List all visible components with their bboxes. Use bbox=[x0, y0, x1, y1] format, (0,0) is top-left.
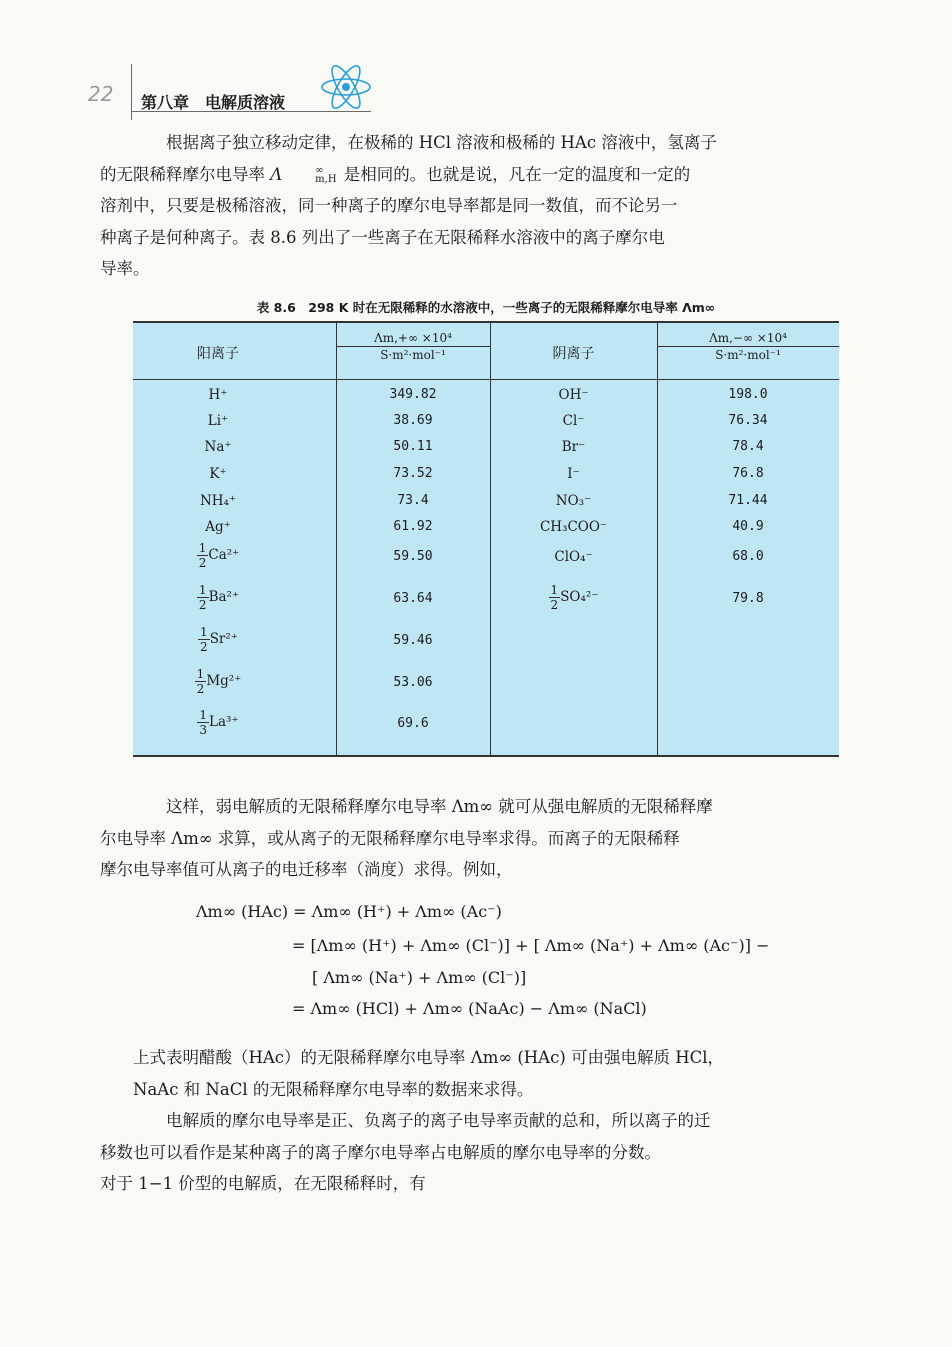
header-anion: 阴离子 bbox=[552, 346, 595, 362]
cation-cell: $\frac{1}{2}$ Mg²⁺ bbox=[196, 667, 242, 696]
header-cation-value-denominator: S·m²·mol⁻¹ bbox=[380, 348, 446, 362]
cation-cell: $\frac{1}{3}$ La³⁺ bbox=[199, 708, 239, 737]
para2-line-3: 摩尔电导率值可从离子的电迁移率（淌度）求得。例如， bbox=[100, 860, 513, 879]
cation-cell: Na⁺ bbox=[204, 439, 232, 455]
ion-conductivity-table bbox=[133, 321, 839, 757]
intro-paragraph bbox=[100, 127, 839, 285]
header-anion-value-denominator: S·m²·mol⁻¹ bbox=[715, 348, 781, 362]
intro-line-3: 溶剂中，只要是极稀溶液，同一种离子的摩尔电导率都是同一数值，而不论另一 bbox=[100, 196, 678, 215]
para4-line-3: 对于 1−1 价型的电解质，在无限稀释时，有 bbox=[100, 1174, 426, 1193]
fraction-coefficient: $\frac{1}{2}$ bbox=[550, 583, 559, 612]
cation-value-cell: 73.4 bbox=[397, 493, 429, 508]
cation-value-cell: 63.64 bbox=[393, 591, 433, 606]
fraction-coefficient: $\frac{1}{2}$ bbox=[196, 667, 205, 696]
cation-value-cell: 73.52 bbox=[393, 466, 433, 481]
lambda-subsup: ∞ m,H bbox=[315, 165, 337, 185]
paragraph-3 bbox=[133, 1042, 839, 1105]
intro-line-4: 种离子是何种离子。表 8.6 列出了一些离子在无限稀释水溶液中的离子摩尔电 bbox=[100, 227, 665, 247]
anion-cell: CH₃COO⁻ bbox=[539, 519, 608, 535]
cation-cell: K⁺ bbox=[209, 466, 227, 482]
header-divider bbox=[133, 379, 839, 380]
anion-value-cell: 78.4 bbox=[732, 439, 764, 454]
para4-line-1: 电解质的摩尔电导率是正、负离子的离子电导率贡献的总和，所以离子的迁 bbox=[166, 1111, 711, 1130]
cation-cell: $\frac{1}{2}$ Ba²⁺ bbox=[198, 583, 240, 612]
anion-cell: ClO₄⁻ bbox=[554, 549, 593, 565]
anion-value-cell: 71.44 bbox=[728, 493, 768, 508]
cation-value-cell: 53.06 bbox=[393, 675, 433, 690]
anion-cell: Br⁻ bbox=[561, 439, 586, 455]
cation-cell: Ag⁺ bbox=[205, 519, 231, 535]
anion-value-cell: 198.0 bbox=[728, 387, 768, 402]
anion-cell: $\frac{1}{2}$ SO₄²⁻ bbox=[550, 583, 599, 612]
intro-line-5: 导率。 bbox=[100, 259, 150, 278]
equation-line-1: Λm∞ (HAc) = Λm∞ (H⁺) + Λm∞ (Ac⁻) bbox=[196, 902, 502, 921]
para2-line-1: 这样，弱电解质的无限稀释摩尔电导率 Λm∞ 就可从强电解质的无限稀释摩 bbox=[166, 797, 713, 816]
para3-line-2: NaAc 和 NaCl 的无限稀释摩尔电导率的数据来求得。 bbox=[133, 1079, 534, 1099]
cation-cell: $\frac{1}{2}$ Ca²⁺ bbox=[198, 541, 240, 570]
cation-cell: $\frac{1}{2}$ Sr²⁺ bbox=[200, 625, 238, 654]
header-anion-value-numerator: Λm,−∞ ×10⁴ bbox=[657, 331, 839, 347]
anion-value-cell: 68.0 bbox=[732, 549, 764, 564]
table-caption: 表 8.6 298 K 时在无限稀释的水溶液中，一些离子的无限稀释摩尔电导率 Λm∞ bbox=[256, 300, 716, 315]
anion-value-cell: 79.8 bbox=[732, 591, 764, 606]
cation-value-cell: 349.82 bbox=[389, 387, 437, 402]
anion-cell: OH⁻ bbox=[558, 387, 589, 403]
anion-cell: NO₃⁻ bbox=[555, 493, 592, 509]
equation-line-3: [ Λm∞ (Na⁺) + Λm∞ (Cl⁻)] bbox=[312, 968, 527, 987]
chapter-title: 第八章 电解质溶液 bbox=[141, 93, 286, 112]
anion-cell: Cl⁻ bbox=[562, 413, 585, 429]
equation-line-2: = [Λm∞ (H⁺) + Λm∞ (Cl⁻)] + [ Λm∞ (Na⁺) + Λm∞ (Ac⁻)] − bbox=[292, 936, 770, 955]
cation-cell: Li⁺ bbox=[207, 413, 229, 429]
intro-line-2a: 的无限稀释摩尔电导率 bbox=[100, 164, 271, 184]
fraction-coefficient: $\frac{1}{2}$ bbox=[198, 541, 207, 570]
paragraph-4 bbox=[100, 1105, 839, 1200]
anion-value-cell: 76.8 bbox=[732, 466, 764, 481]
paragraph-2 bbox=[100, 791, 839, 886]
cation-value-cell: 61.92 bbox=[393, 519, 433, 534]
cation-cell: H⁺ bbox=[208, 387, 228, 403]
header-anion-value bbox=[657, 331, 839, 362]
header-cation: 阳离子 bbox=[197, 346, 239, 362]
para3-line-1: 上式表明醋酸（HAc）的无限稀释摩尔电导率 Λm∞ (HAc) 可由强电解质 HCl， bbox=[133, 1048, 725, 1067]
lambda-symbol: Λ bbox=[270, 164, 283, 184]
cation-value-cell: 59.46 bbox=[393, 633, 433, 648]
anion-value-cell: 76.34 bbox=[728, 413, 768, 428]
cation-cell: NH₄⁺ bbox=[199, 493, 237, 509]
cation-value-cell: 59.50 bbox=[393, 549, 433, 564]
atom-logo-icon bbox=[318, 62, 374, 112]
cation-value-cell: 69.6 bbox=[397, 716, 429, 731]
header-cation-value-numerator: Λm,+∞ ×10⁴ bbox=[336, 331, 490, 347]
fraction-coefficient: $\frac{1}{2}$ bbox=[198, 583, 207, 612]
para2-line-2: 尔电导率 Λm∞ 求算，或从离子的无限稀释摩尔电导率求得。而离子的无限稀释 bbox=[100, 828, 680, 848]
fraction-coefficient: $\frac{1}{2}$ bbox=[200, 625, 208, 654]
equation-line-4: = Λm∞ (HCl) + Λm∞ (NaAc) − Λm∞ (NaCl) bbox=[292, 999, 647, 1018]
cation-value-cell: 50.11 bbox=[393, 439, 433, 454]
intro-line-1: 根据离子独立移动定律，在极稀的 HCl 溶液和极稀的 HAc 溶液中，氢离子 bbox=[166, 133, 717, 152]
anion-value-cell: 40.9 bbox=[732, 519, 764, 534]
fraction-coefficient: $\frac{1}{3}$ bbox=[199, 708, 208, 737]
header-cation-value bbox=[336, 331, 490, 362]
cation-value-cell: 38.69 bbox=[393, 413, 433, 428]
intro-line-2b: 是相同的。也就是说，凡在一定的温度和一定的 bbox=[338, 164, 691, 184]
page-number: 22 bbox=[88, 82, 114, 106]
para4-line-2: 移数也可以看作是某种离子的离子摩尔电导率占电解质的摩尔电导率的分数。 bbox=[100, 1142, 661, 1162]
anion-cell: I⁻ bbox=[567, 466, 580, 482]
